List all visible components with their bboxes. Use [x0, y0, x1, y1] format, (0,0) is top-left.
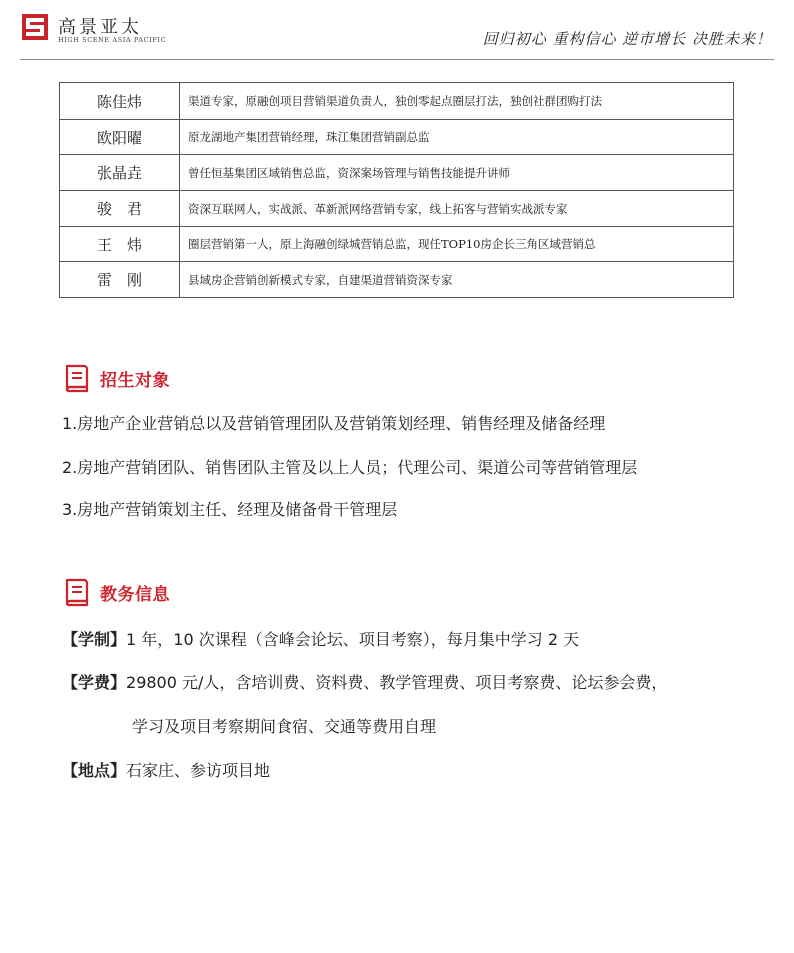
- enrollment-item: 2.房地产营销团队、销售团队主管及以上人员；代理公司、渠道公司等营销管理层: [62, 458, 638, 477]
- table-row: [60, 191, 734, 227]
- tutor-name: 欧阳曜: [60, 120, 180, 155]
- logo-text-en: HIGH SCENE ASIA PACIFIC: [58, 36, 167, 44]
- company-logo: [22, 14, 167, 52]
- location-value: 石家庄、参访项目地: [126, 761, 271, 780]
- tutor-description: 渠道专家，原融创项目营销渠道负责人，独创零起点圈层打法，独创社群团购打法: [180, 83, 734, 120]
- page-header: [0, 0, 794, 62]
- fee-row: [62, 670, 667, 693]
- enrollment-item: 1.房地产企业营销总以及营销管理团队及营销策划经理、销售经理及储备经理: [62, 414, 606, 433]
- section-title: 教务信息: [100, 584, 170, 605]
- tutor-name: 陈佳炜: [60, 83, 180, 120]
- tutor-description: 曾任恒基集团区域销售总监，资深案场管理与销售技能提升讲师: [180, 155, 734, 191]
- fee-value: 29800 元/人，含培训费、资料费、教学管理费、项目考察费、论坛参会费，: [126, 673, 668, 692]
- location-row: [62, 758, 270, 781]
- tutor-name: 雷 刚: [60, 262, 180, 298]
- tutor-table: [59, 82, 734, 298]
- header-slogan: 回归初心 重构信心 逆市增长 决胜未来！: [482, 30, 772, 48]
- table-row: [60, 262, 734, 298]
- academic-heading: [62, 577, 170, 607]
- tutor-description: 县域房企营销创新模式专家，自建渠道营销资深专家: [180, 262, 734, 298]
- fee-label: 【学费】: [62, 673, 127, 692]
- enrollment-heading: [62, 363, 170, 393]
- enrollment-item: 3.房地产营销策划主任、经理及储备骨干管理层: [62, 500, 398, 519]
- fee-note: 学习及项目考察期间食宿、交通等费用自理: [132, 717, 437, 736]
- table-row: [60, 120, 734, 155]
- tutor-description: 资深互联网人，实战派、革新派网络营销专家，线上拓客与营销实战派专家: [180, 191, 734, 227]
- duration-row: [62, 627, 579, 650]
- duration-value: 1 年，10 次课程（含峰会论坛、项目考察），每月集中学习 2 天: [126, 630, 580, 649]
- table-row: [60, 155, 734, 191]
- book-icon: [62, 363, 92, 393]
- location-label: 【地点】: [62, 761, 127, 780]
- tutor-description: 原龙湖地产集团营销经理，珠江集团营销副总监: [180, 120, 734, 155]
- tutor-name: 骏 君: [60, 191, 180, 227]
- tutor-name: 王 炜: [60, 227, 180, 262]
- section-title: 招生对象: [100, 370, 170, 391]
- table-row: [60, 227, 734, 262]
- table-row: [60, 83, 734, 120]
- header-divider: [20, 59, 774, 60]
- logo-text-cn: 高景亚太: [58, 17, 142, 38]
- tutor-description: 圈层营销第一人，原上海融创绿城营销总监，现任TOP10房企长三角区域营销总: [180, 227, 734, 262]
- book-icon: [62, 577, 92, 607]
- duration-label: 【学制】: [62, 630, 127, 649]
- tutor-name: 张晶垚: [60, 155, 180, 191]
- logo-mark-icon: [22, 14, 48, 40]
